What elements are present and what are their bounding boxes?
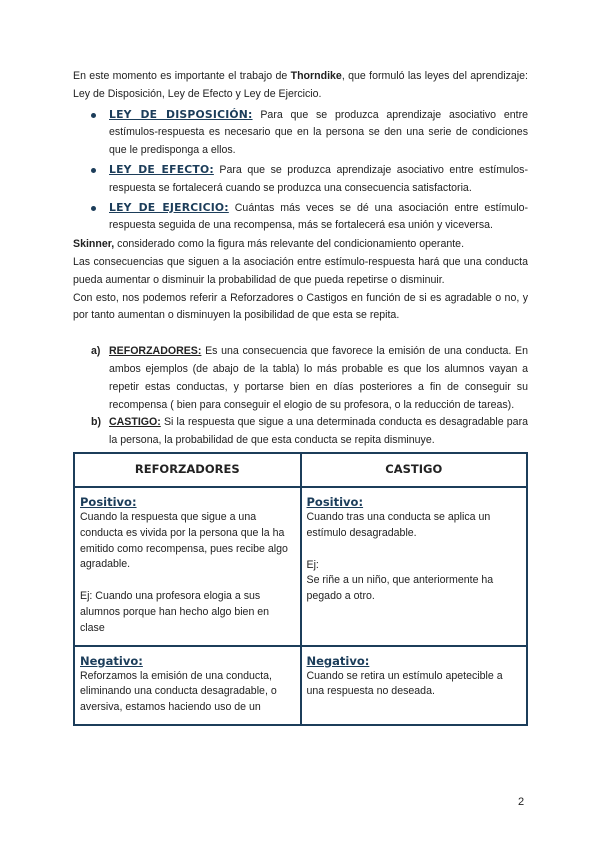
law-text: Cuántas más veces se dé una asociación entre estímulo-respuesta seguida de una recompensa, más se fortalecerá esa unión y viceversa. [109, 201, 528, 232]
cell-positive-reinforcer [74, 487, 301, 646]
bullet-icon [91, 113, 96, 118]
law-item [73, 161, 528, 198]
skinner-name: Skinner, [73, 238, 115, 251]
list-term: CASTIGO: [109, 416, 161, 429]
bullet-icon [91, 206, 96, 211]
intro-text: En este momento es importante el trabajo de [73, 70, 291, 82]
cell-negative-punishment [301, 646, 528, 725]
laws-list [73, 106, 528, 236]
reinforcers-intro-paragraph: Con esto, nos podemos referir a Reforzadores o Castigos en función de si es agradable o no, y por tanto aumentan o disminuyen la posibilidad de que esta se repita. [73, 291, 528, 322]
table-row [74, 487, 527, 646]
law-term: LEY DE EFECTO: [109, 162, 214, 176]
list-item [73, 343, 528, 414]
list-marker: a) [91, 345, 101, 358]
header-reforzadores: REFORZADORES [74, 453, 301, 487]
page-number: 2 [518, 796, 525, 808]
cell-title: Negativo: [80, 653, 143, 668]
reinforcers-punishment-table [73, 452, 528, 726]
cell-title: Positivo: [80, 494, 137, 509]
cell-ej: Ej: [306, 558, 319, 571]
table-header-row [74, 453, 527, 487]
intro-text-end: , que formuló las leyes del aprendizaje: Ley de Disposición, Ley de Efecto y Ley de Ejercicio. [73, 70, 528, 100]
law-item [73, 199, 528, 236]
bullet-icon [91, 168, 96, 173]
law-item [73, 106, 528, 160]
skinner-paragraph [73, 236, 528, 254]
thorndike-name: Thorndike [290, 70, 342, 82]
cell-text: Reforzamos la emisión de una conducta, eliminando una conducta desagradable, o aversiva, estamos haciendo uso de un [80, 669, 277, 714]
cell-title: Positivo: [306, 494, 364, 509]
cell-negative-reinforcer [74, 646, 301, 725]
law-term: LEY DE DISPOSICIÓN: [109, 107, 253, 121]
list-marker: b) [91, 416, 101, 429]
header-castigo: CASTIGO [301, 453, 528, 487]
cell-example: Se riñe a un niño, que anteriormente ha pegado a otro. [306, 574, 494, 603]
table-row [74, 646, 527, 725]
list-item [73, 414, 528, 450]
list-text: Es una consecuencia que favorece la emisión de una conducta. En ambos ejemplos (de abajo de la tabla) lo más probable es que los alumnos vayan a repetir estas conductas, y portarse bien en días posteriores a fin de conseguir su recompensa ( bien para conseguir el elogio de su profesora, o la reducción de tareas). [109, 345, 528, 411]
cell-title: Negativo: [306, 653, 370, 668]
law-text: Para que se produzca aprendizaje asociativo entre estímulos-respuesta se fortalecerá cuando se produzca una consecuencia satisfactoria. [109, 163, 528, 194]
cell-text: Cuando la respuesta que sigue a una conducta es vivida por la persona que la ha emitido como recompensa, pues recibe algo agradable. [80, 510, 288, 571]
intro-paragraph [73, 68, 528, 104]
consequences-paragraph: Las consecuencias que siguen a la asociación entre estímulo-respuesta hará que una conducta pueda aumentar o disminuir la probabilidad de que pueda repetirse o disminuir. [73, 255, 528, 286]
skinner-text: considerado como la figura más relevante del condicionamiento operante. [114, 238, 465, 251]
cell-positive-punishment [301, 487, 528, 646]
consequence-list [73, 343, 528, 450]
law-text: Para que se produzca aprendizaje asociativo entre estímulos-respuesta es necesario que en la persona se den una serie de condiciones que le predisponga a ellos. [109, 108, 529, 157]
cell-text: Cuando se retira un estímulo apetecible a una respuesta no deseada. [306, 669, 503, 698]
cell-example: Ej: Cuando una profesora elogia a sus alumnos porque han hecho algo bien en clase [80, 590, 270, 634]
law-term: LEY DE EJERCICIO: [109, 200, 229, 214]
list-term: REFORZADORES: [109, 345, 202, 358]
cell-text: Cuando tras una conducta se aplica un estímulo desagradable. [306, 510, 491, 539]
page-content [73, 68, 528, 726]
list-text: Si la respuesta que sigue a una determinada conducta es desagradable para la persona, la probabilidad de que esta conducta se repita disminuye. [109, 416, 528, 447]
